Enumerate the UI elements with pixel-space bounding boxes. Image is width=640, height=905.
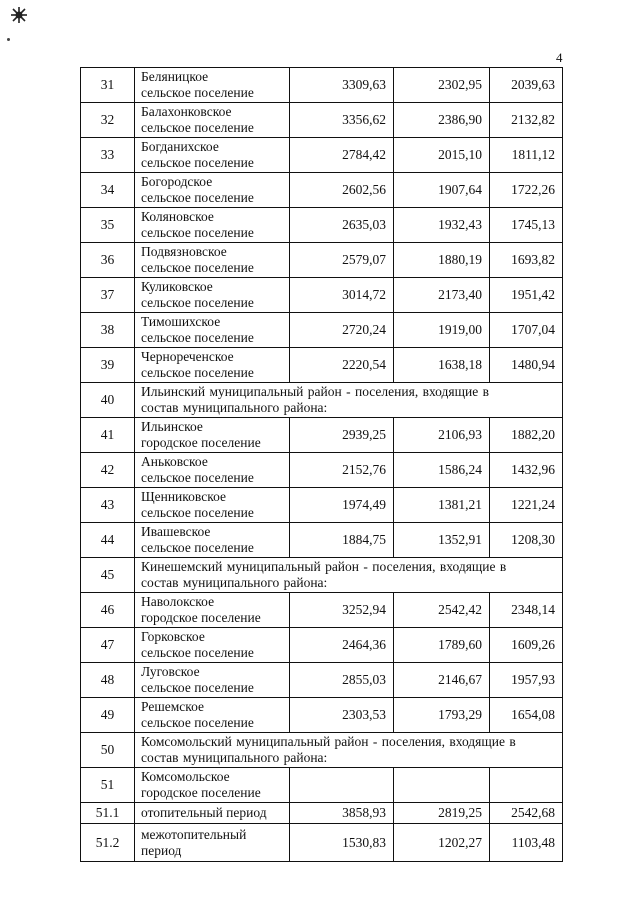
table-row [81, 824, 563, 862]
row-number: 51 [81, 768, 135, 803]
settlement-name-line-2: сельское поселение [141, 540, 254, 555]
scan-speck-icon [10, 6, 28, 24]
value-cell-1: 1530,83 [290, 824, 394, 862]
table-row [81, 628, 563, 663]
value-cell-1: 3014,72 [290, 278, 394, 313]
settlement-name-line-2: сельское поселение [141, 645, 254, 660]
value-cell-3: 2039,63 [490, 68, 563, 103]
settlement-name-line-2: сельское поселение [141, 190, 254, 205]
value-cell-1 [290, 768, 394, 803]
value-cell-2: 1638,18 [394, 348, 490, 383]
row-number: 39 [81, 348, 135, 383]
value-cell-3: 1693,82 [490, 243, 563, 278]
row-number: 49 [81, 698, 135, 733]
settlement-name-line-2: сельское поселение [141, 295, 254, 310]
settlement-name-cell [135, 208, 290, 243]
settlement-name-line-1: межотопительный [141, 826, 247, 842]
table-row [81, 68, 563, 103]
district-header-cell [135, 733, 563, 768]
value-cell-3: 1221,24 [490, 488, 563, 523]
value-cell-3: 2348,14 [490, 593, 563, 628]
table-row [81, 243, 563, 278]
table-row [81, 173, 563, 208]
settlement-name-line-1: Тимошихское [141, 314, 221, 329]
row-number: 36 [81, 243, 135, 278]
settlement-name-line-1: Аньковское [141, 454, 208, 469]
settlement-name-line-2: сельское поселение [141, 85, 254, 100]
settlement-name-line-1: Луговское [141, 664, 200, 679]
value-cell-1: 2602,56 [290, 173, 394, 208]
settlement-name-line-2: городское поселение [141, 435, 261, 450]
table-row [81, 663, 563, 698]
value-cell-3: 1722,26 [490, 173, 563, 208]
value-cell-1: 2464,36 [290, 628, 394, 663]
settlement-name-cell [135, 453, 290, 488]
value-cell-2: 2386,90 [394, 103, 490, 138]
settlement-name-cell [135, 663, 290, 698]
settlement-name-line-1: Балахонковское [141, 104, 232, 119]
value-cell-2: 1586,24 [394, 453, 490, 488]
row-number: 51.1 [81, 803, 135, 824]
value-cell-2: 1932,43 [394, 208, 490, 243]
value-cell-2: 1919,00 [394, 313, 490, 348]
settlement-name-line-1: Щенниковское [141, 489, 226, 504]
settlement-name-line-1: Комсомольское [141, 769, 230, 784]
value-cell-3: 1707,04 [490, 313, 563, 348]
settlement-name-line-2: сельское поселение [141, 365, 254, 380]
row-number: 42 [81, 453, 135, 488]
table-row [81, 733, 563, 768]
settlement-name-cell [135, 768, 290, 803]
settlement-name-cell [135, 103, 290, 138]
settlement-name-line-1: Богданихское [141, 139, 219, 154]
value-cell-2: 2106,93 [394, 418, 490, 453]
table-row [81, 208, 563, 243]
value-cell-1: 3252,94 [290, 593, 394, 628]
row-number: 38 [81, 313, 135, 348]
value-cell-2: 2173,40 [394, 278, 490, 313]
table-row [81, 383, 563, 418]
district-line-2: состав муниципального района: [141, 750, 328, 765]
value-cell-3: 1951,42 [490, 278, 563, 313]
settlement-name-line-1: Наволокское [141, 594, 215, 609]
value-cell-3: 1208,30 [490, 523, 563, 558]
table-row [81, 453, 563, 488]
row-number: 50 [81, 733, 135, 768]
table-row [81, 488, 563, 523]
row-number: 34 [81, 173, 135, 208]
value-cell-2: 1789,60 [394, 628, 490, 663]
value-cell-2: 2302,95 [394, 68, 490, 103]
value-cell-3: 1103,48 [490, 824, 563, 862]
settlement-name-line-2: городское поселение [141, 785, 261, 800]
table-row [81, 348, 563, 383]
settlement-name-line-2: сельское поселение [141, 225, 254, 240]
value-cell-2: 2819,25 [394, 803, 490, 824]
settlement-name-cell [135, 488, 290, 523]
table-row [81, 418, 563, 453]
settlement-name-line-2: сельское поселение [141, 155, 254, 170]
district-header-cell [135, 383, 563, 418]
settlement-name-cell [135, 628, 290, 663]
settlement-name-line-2: сельское поселение [141, 680, 254, 695]
table-row [81, 558, 563, 593]
value-cell-1: 2220,54 [290, 348, 394, 383]
settlement-name-cell [135, 348, 290, 383]
value-cell-1: 2855,03 [290, 663, 394, 698]
value-cell-3: 1882,20 [490, 418, 563, 453]
page-number: 4 [556, 50, 563, 65]
value-cell-2: 2542,42 [394, 593, 490, 628]
settlement-name-line-1: Богородское [141, 174, 213, 189]
value-cell-1: 1974,49 [290, 488, 394, 523]
settlement-name-line-2: период [141, 842, 182, 858]
settlement-name-line-1: Подвязновское [141, 244, 227, 259]
row-number: 51.2 [81, 824, 135, 862]
settlement-name-cell [135, 278, 290, 313]
settlement-name-line-1: Беляницкое [141, 69, 209, 84]
row-number: 46 [81, 593, 135, 628]
value-cell-3: 1654,08 [490, 698, 563, 733]
scan-dot [7, 38, 10, 41]
district-line-1: Кинешемский муниципальный район - поселения, входящие в [141, 559, 507, 574]
table-row [81, 313, 563, 348]
row-number: 32 [81, 103, 135, 138]
settlement-name-line-1: отопительный период [141, 805, 267, 820]
settlement-name-line-2: сельское поселение [141, 330, 254, 345]
value-cell-3: 1957,93 [490, 663, 563, 698]
row-number: 43 [81, 488, 135, 523]
value-cell-1: 3309,63 [290, 68, 394, 103]
table-row [81, 803, 563, 824]
settlement-name-line-2: сельское поселение [141, 470, 254, 485]
settlement-name-cell [135, 68, 290, 103]
row-number: 48 [81, 663, 135, 698]
settlement-name-line-2: сельское поселение [141, 505, 254, 520]
district-line-1: Комсомольский муниципальный район - поселения, входящие в [141, 734, 516, 749]
value-cell-1: 3356,62 [290, 103, 394, 138]
settlement-name-line-2: сельское поселение [141, 715, 254, 730]
value-cell-3: 1609,26 [490, 628, 563, 663]
district-line-2: состав муниципального района: [141, 400, 328, 415]
settlement-name-line-1: Чернореченское [141, 349, 234, 364]
district-line-1: Ильинский муниципальный район - поселения, входящие в [141, 384, 489, 399]
settlement-name-line-2: сельское поселение [141, 120, 254, 135]
value-cell-1: 2579,07 [290, 243, 394, 278]
row-number: 37 [81, 278, 135, 313]
district-header-cell [135, 558, 563, 593]
value-cell-3: 2132,82 [490, 103, 563, 138]
table-row [81, 278, 563, 313]
settlement-name-cell [135, 824, 290, 862]
settlement-name-line-2: сельское поселение [141, 260, 254, 275]
settlement-name-cell [135, 523, 290, 558]
value-cell-2: 2015,10 [394, 138, 490, 173]
value-cell-2: 1352,91 [394, 523, 490, 558]
row-number: 35 [81, 208, 135, 243]
value-cell-2: 1202,27 [394, 824, 490, 862]
settlement-name-line-1: Решемское [141, 699, 205, 714]
value-cell-1: 2635,03 [290, 208, 394, 243]
value-cell-2: 1793,29 [394, 698, 490, 733]
settlement-name-cell [135, 698, 290, 733]
settlement-name-line-2: городское поселение [141, 610, 261, 625]
settlement-name-cell [135, 418, 290, 453]
value-cell-2: 1880,19 [394, 243, 490, 278]
value-cell-2: 1381,21 [394, 488, 490, 523]
settlement-name-cell [135, 138, 290, 173]
row-number: 33 [81, 138, 135, 173]
table-row [81, 698, 563, 733]
value-cell-2: 1907,64 [394, 173, 490, 208]
value-cell-3: 1745,13 [490, 208, 563, 243]
value-cell-1: 2720,24 [290, 313, 394, 348]
table-row [81, 593, 563, 628]
settlement-name-line-1: Ильинское [141, 419, 203, 434]
table-row [81, 138, 563, 173]
value-cell-1: 2152,76 [290, 453, 394, 488]
value-cell-3 [490, 768, 563, 803]
value-cell-1: 2784,42 [290, 138, 394, 173]
row-number: 31 [81, 68, 135, 103]
value-cell-1: 3858,93 [290, 803, 394, 824]
value-cell-2 [394, 768, 490, 803]
settlement-name-line-1: Коляновское [141, 209, 214, 224]
settlement-name-line-1: Горковское [141, 629, 205, 644]
row-number: 40 [81, 383, 135, 418]
settlement-name-cell [135, 593, 290, 628]
settlement-name-cell [135, 243, 290, 278]
row-number: 47 [81, 628, 135, 663]
value-cell-3: 1480,94 [490, 348, 563, 383]
district-line-2: состав муниципального района: [141, 575, 328, 590]
settlement-name-cell [135, 173, 290, 208]
value-cell-1: 1884,75 [290, 523, 394, 558]
table-row [81, 768, 563, 803]
table-row [81, 103, 563, 138]
value-cell-3: 1811,12 [490, 138, 563, 173]
value-cell-1: 2303,53 [290, 698, 394, 733]
settlements-table [80, 67, 563, 862]
settlement-name-cell [135, 313, 290, 348]
settlement-name-line-1: Ивашевское [141, 524, 211, 539]
settlement-name-cell [135, 803, 290, 824]
value-cell-2: 2146,67 [394, 663, 490, 698]
table-row [81, 523, 563, 558]
settlement-name-line-1: Куликовское [141, 279, 213, 294]
row-number: 41 [81, 418, 135, 453]
row-number: 44 [81, 523, 135, 558]
value-cell-3: 1432,96 [490, 453, 563, 488]
value-cell-1: 2939,25 [290, 418, 394, 453]
value-cell-3: 2542,68 [490, 803, 563, 824]
row-number: 45 [81, 558, 135, 593]
